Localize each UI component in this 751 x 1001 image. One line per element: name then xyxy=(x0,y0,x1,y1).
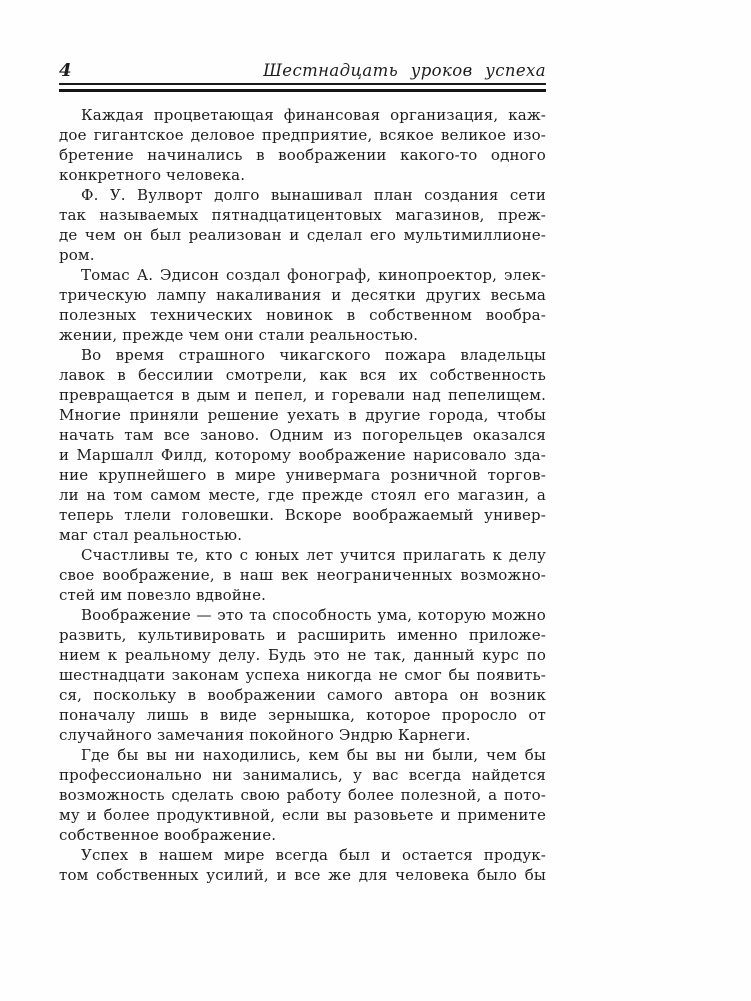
text-line: поначалу лишь в виде зернышка, которое проросло от xyxy=(59,706,546,724)
text-line: теперь тлели головешки. Вскоре воображаемый универ- xyxy=(59,506,546,524)
text-line: трическую лампу накаливания и десятки других весьма xyxy=(59,286,546,304)
text-line: Многие приняли решение уехать в другие города, чтобы xyxy=(59,406,546,424)
text-line: бретение начинались в воображении какого-то одного xyxy=(59,146,546,164)
text-line: полезных технических новинок в собственном вообра- xyxy=(59,306,546,324)
body-paragraph xyxy=(59,185,546,265)
running-title: Шестнадцать уроков успеха xyxy=(263,61,546,80)
text-line: Воображение — это та способность ума, которую можно xyxy=(81,606,546,624)
text-line: маг стал реальностью. xyxy=(59,526,243,544)
text-line: дое гигантское деловое предприятие, всякое великое изо- xyxy=(59,126,546,144)
text-line: нием к реальному делу. Будь это не так, данный курс по xyxy=(59,646,546,664)
page-content xyxy=(59,60,546,885)
text-line: де чем он был реализован и сделал его мультимиллионе- xyxy=(59,226,546,244)
text-line: том собственных усилий, и все же для человека было бы xyxy=(59,866,546,884)
text-line: лавок в бессилии смотрели, как вся их собственность xyxy=(59,366,546,384)
text-line: превращается в дым и пепел, и горевали над пепелищем. xyxy=(59,386,546,404)
text-line: стей им повезло вдвойне. xyxy=(59,586,267,604)
running-header xyxy=(59,60,546,81)
body-paragraph xyxy=(59,265,546,345)
text-line: профессионально ни занимались, у вас всегда найдется xyxy=(59,766,546,784)
text-line: Каждая процветающая финансовая организация, каж- xyxy=(81,106,546,124)
text-line: Счастливы те, кто с юных лет учится прилагать к делу xyxy=(81,546,546,564)
text-line: ние крупнейшего в мире универмага розничной торгов- xyxy=(59,466,546,484)
text-line: развить, культивировать и расширить именно приложе- xyxy=(59,626,546,644)
text-line: ся, поскольку в воображении самого автора он возник xyxy=(59,686,546,704)
text-line: ли на том самом месте, где прежде стоял его магазин, а xyxy=(59,486,546,504)
text-line: Ф. У. Вулворт долго вынашивал план создания сети xyxy=(81,186,546,204)
text-line: начать там все заново. Одним из погорельцев оказался xyxy=(59,426,546,444)
page-body xyxy=(59,105,546,885)
text-line: Где бы вы ни находились, кем бы вы ни были, чем бы xyxy=(81,746,546,764)
page-number: 4 xyxy=(59,60,72,81)
text-line: возможность сделать свою работу более полезной, а пото- xyxy=(59,786,546,804)
body-paragraph xyxy=(59,545,546,605)
text-line: так называемых пятнадцатицентовых магазинов, преж- xyxy=(59,206,546,224)
text-line: жении, прежде чем они стали реальностью. xyxy=(59,326,419,344)
header-rule-thin xyxy=(59,83,546,85)
text-line: Томас А. Эдисон создал фонограф, кинопроектор, элек- xyxy=(81,266,546,284)
text-line: собственное воображение. xyxy=(59,826,277,844)
body-paragraph xyxy=(59,845,546,885)
body-paragraph xyxy=(59,105,546,185)
header-rule-thick xyxy=(59,89,546,92)
body-paragraph xyxy=(59,345,546,545)
text-line: и Маршалл Филд, которому воображение нарисовало зда- xyxy=(59,446,546,464)
text-line: Во время страшного чикагского пожара владельцы xyxy=(81,346,546,364)
text-line: конкретного человека. xyxy=(59,166,246,184)
text-line: Успех в нашем мире всегда был и остается продук- xyxy=(81,846,546,864)
body-paragraph xyxy=(59,745,546,845)
text-line: ром. xyxy=(59,246,95,264)
text-line: свое воображение, в наш век неограниченных возможно- xyxy=(59,566,546,584)
text-line: му и более продуктивной, если вы разовьете и примените xyxy=(59,806,546,824)
text-line: случайного замечания покойного Эндрю Карнеги. xyxy=(59,726,471,744)
body-paragraph xyxy=(59,605,546,745)
text-line: шестнадцати законам успеха никогда не смог бы появить- xyxy=(59,666,546,684)
